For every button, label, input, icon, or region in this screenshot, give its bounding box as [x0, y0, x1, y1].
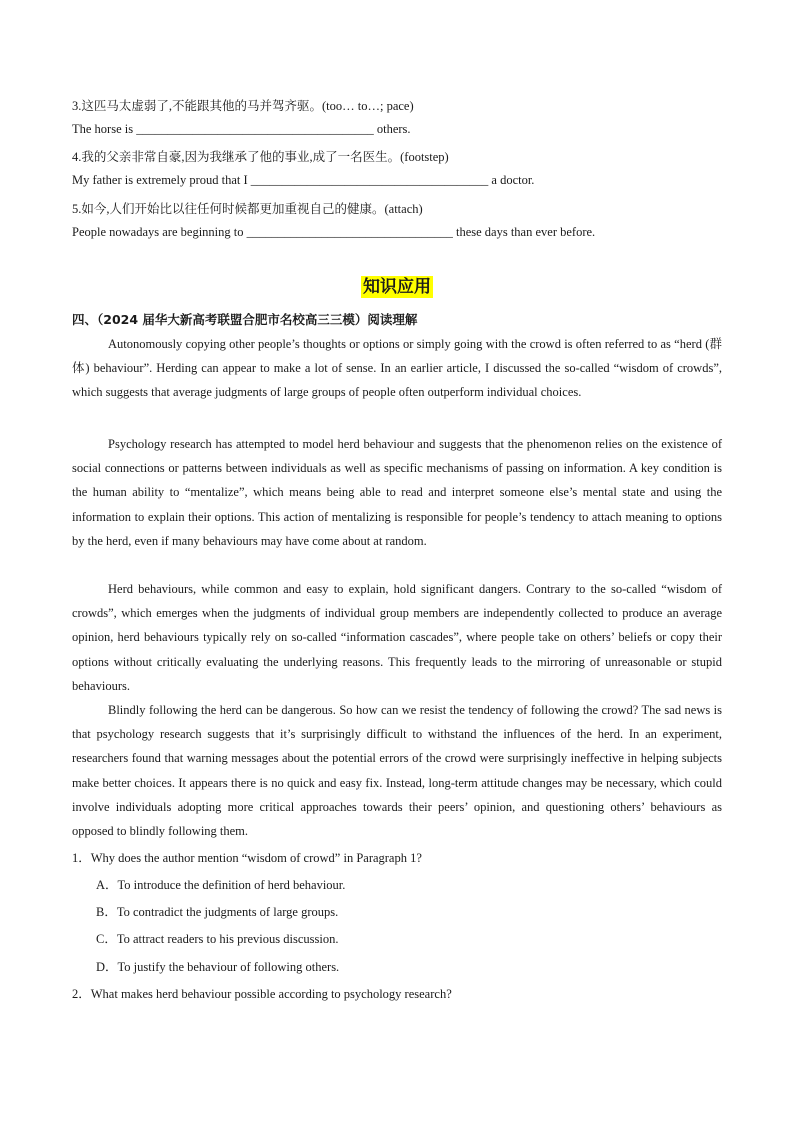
paragraph-1: Autonomously copying other people’s thoughts or options or simply going with the crowd is often referred to as “herd (群体) behaviour”. Herding can appear to make a lot of sense. In an earlier article, I discussed the so-called “wisdom of crowds”, which suggests that average judgments of large groups of people often outperform individual choices. [72, 337, 722, 400]
translation-answer-4: My father is extremely proud that I ______________________________________ a doctor. [72, 173, 535, 187]
paragraph-3: Herd behaviours, while common and easy to explain, hold significant dangers. Contrary to the so-called “wisdom of crowds”, which emerges when the judgments of individual group members are independently collected to produce an average opinion, herd behaviours typically rely on so-called “information cascades”, where people take on others’ beliefs or copy their options without critically evaluating the underlying reasons. This frequently leads to the mirroring of unreasonable or stupid behaviours. [72, 582, 722, 693]
question-1-option-d: D．To justify the behaviour of following others. [96, 960, 340, 974]
question-1-stem: 1．Why does the author mention “wisdom of crowd” in Paragraph 1? [72, 851, 422, 865]
section-title-text: 知识应用 [363, 277, 431, 297]
reading-heading: 四、（2024 届华大新高考联盟合肥市名校高三三模）阅读理解 [72, 312, 418, 327]
translation-prompt-3: 3.这匹马太虚弱了,不能跟其他的马并驾齐驱。(too… to…; pace) [72, 99, 414, 113]
question-1-option-b: B．To contradict the judgments of large groups. [96, 905, 339, 919]
paragraph-4: Blindly following the herd can be dangerous. So how can we resist the tendency of following the crowd? The sad news is that psychology research suggests that it’s surprisingly difficult to withstand the influences of the herd. In an experiment, researchers found that warning messages about the potential errors of the crowd were surprisingly ineffective in helping subjects make better choices. It appears there is no quick and easy fix. Instead, long-term attitude changes may be necessary, which could involve individuals adopting more critical approaches towards their peers’ opinion, and questioning others’ behaviours as opposed to blindly following them. [72, 703, 722, 839]
paragraph-2: Psychology research has attempted to model herd behaviour and suggests that the phenomenon relies on the existence of social connections or patterns between individuals as well as specific mechanisms of passing on information. A key condition is the human ability to “mentalize”, which means being able to read and interpret someone else’s mental state and using the information to explain their options. This action of mentalizing is responsible for people’s tendency to attach meaning to options by the herd, even if many behaviours may have come about at random. [72, 437, 722, 548]
translation-prompt-5: 5.如今,人们开始比以往任何时候都更加重视自己的健康。(attach) [72, 202, 423, 216]
question-1-option-c: C．To attract readers to his previous discussion. [96, 932, 339, 946]
translation-prompt-4: 4.我的父亲非常自豪,因为我继承了他的事业,成了一名医生。(footstep) [72, 150, 449, 164]
translation-answer-3: The horse is ______________________________________ others. [72, 122, 411, 136]
question-1-option-a: A．To introduce the definition of herd behaviour. [96, 878, 346, 892]
section-title [0, 272, 794, 297]
question-2-stem: 2．What makes herd behaviour possible according to psychology research? [72, 987, 452, 1001]
translation-answer-5: People nowadays are beginning to _________________________________ these days than ever before. [72, 225, 596, 239]
